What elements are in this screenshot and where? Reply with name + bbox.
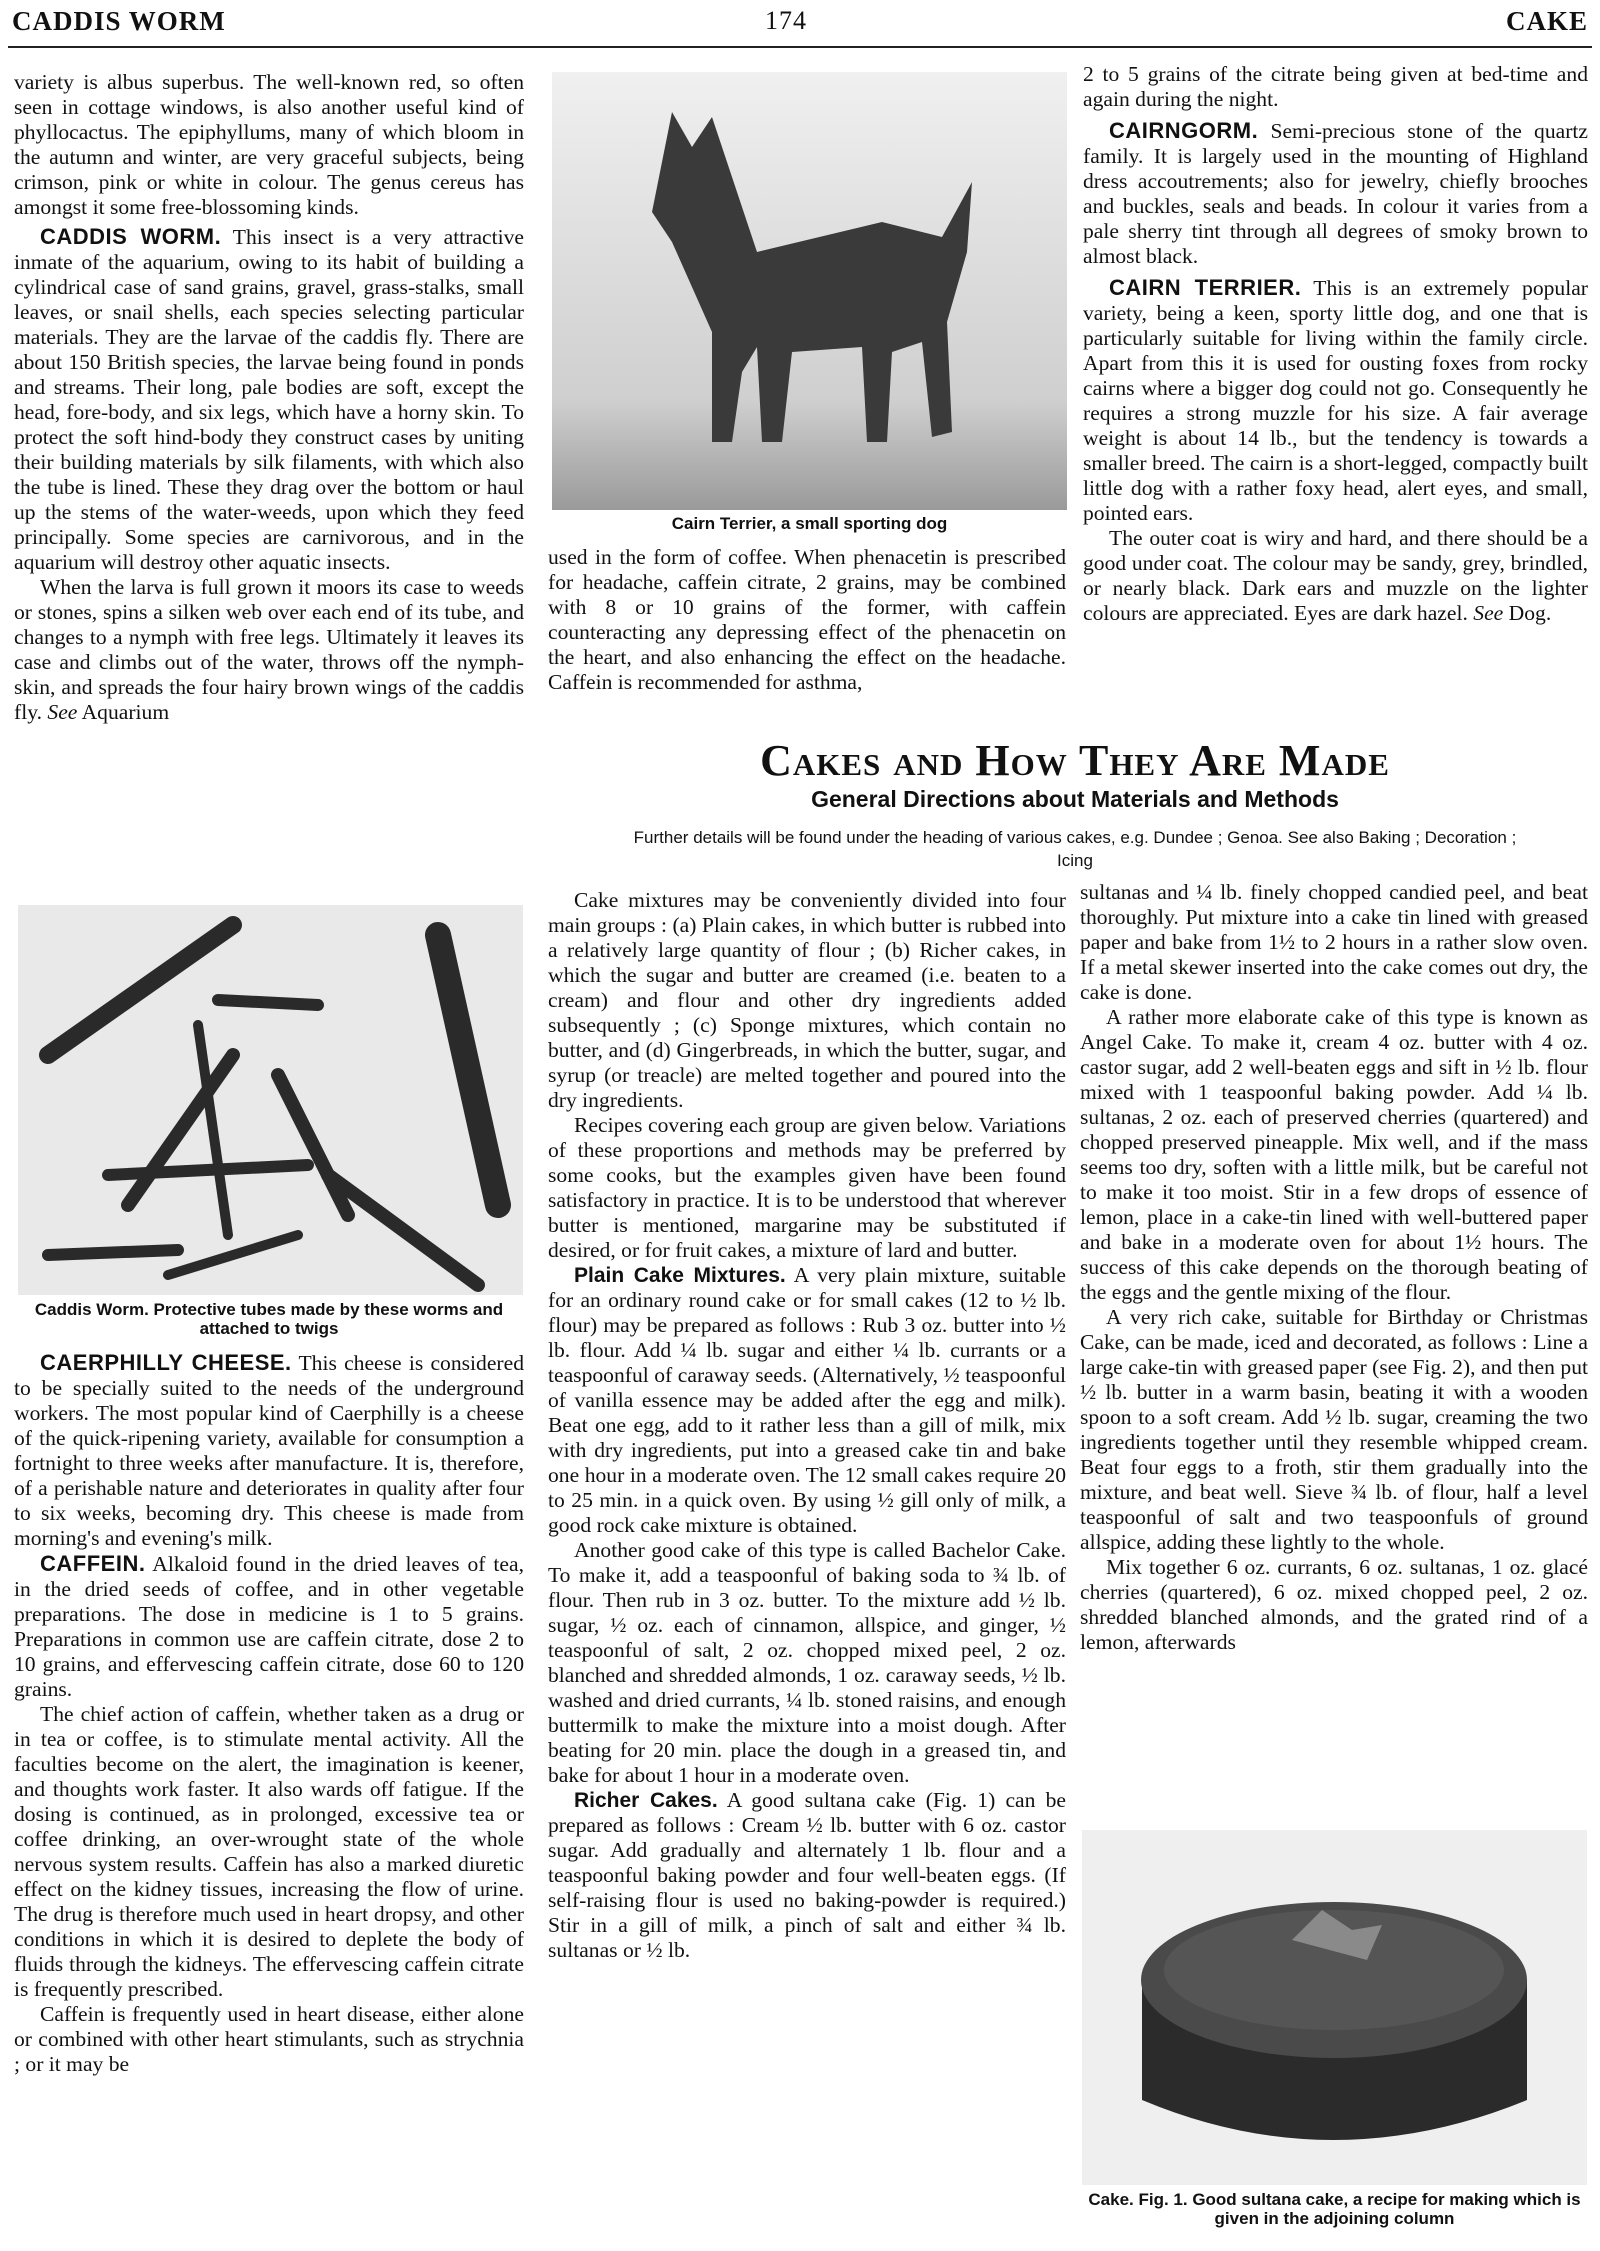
entry-text: This cheese is considered to be specially suited to the needs of the underground workers. The most popular kind of Caerphilly is a cheese of the quick-ripening variety, available for consumption a fortnight to three weeks after manufacture. It is, therefore, of a perishable nature and deteriorates in quality after four to six weeks, becoming dry. This cheese is made from morning's and evening's milk. [14, 1351, 524, 1550]
section-term: Plain Cake Mixtures. [574, 1264, 786, 1287]
left-column-top [14, 70, 524, 725]
entry-cairn-terrier [1083, 275, 1588, 526]
entry-term: CAIRN TERRIER. [1109, 275, 1302, 300]
section-text: A very plain mixture, suitable for an ordinary round cake or for small cakes (12 to ½ lb. flour) may be prepared as follows : Rub 3 oz. butter into ½ lb. flour. Add ¼ lb. sugar and either ¼ lb. currants or a teaspoonful of caraway seeds. (Alternatively, ½ teaspoonful of vanilla essence may be added after the egg and milk). Beat one egg, add to it rather less than a gill of milk, mix with dry ingredients, put into a greased cake tin and bake one hour in a moderate oven. The 12 small cakes require 20 to 25 min. in a quick oven. By using ½ gill only of milk, a good rock cake mixture is obtained. [548, 1263, 1066, 1537]
running-head-left: CADDIS WORM [12, 6, 226, 36]
page-number: 174 [765, 6, 807, 35]
article-note: Further details will be found under the heading of various cakes, e.g. Dundee ; Genoa. See also Baking ; Decoration ; Icing [633, 828, 1517, 870]
cross-reference[interactable]: Aquarium [81, 700, 170, 724]
paragraph: variety is albus superbus. The well-known red, so often seen in cottage windows, is also another useful kind of phyllocactus. The epiphyllums, many of which bloom in the autumn and winter, are very graceful subjects, being crimson, pink or white in colour. The genus cereus has amongst it some free-blossoming kinds. [14, 70, 524, 219]
section-term: Richer Cakes. [574, 1789, 718, 1812]
middle-column-top [548, 545, 1066, 695]
paragraph: 2 to 5 grains of the citrate being given at bed-time and again during the night. [1083, 62, 1588, 111]
sultana-cake-photo [1082, 1830, 1587, 2185]
right-column-top [1083, 62, 1588, 626]
paragraph: Cake mixtures may be conveniently divided into four main groups : (a) Plain cakes, in which butter is rubbed into a relatively large quantity of flour ; (b) Richer cakes, in which the sugar and butter are creamed (i.e. beaten to a cream) and flour and other dry ingredients added subsequently ; (c) Sponge mixtures, which contain no butter, and (d) Gingerbreads, in which the butter, sugar, and syrup (or treacle) are melted together and poured into the dry ingredients. [548, 888, 1066, 1112]
caddis-figure-caption: Caddis Worm. Protective tubes made by these worms and attached to twigs [34, 1300, 504, 1338]
article-title: Cakes and How They Are Made [760, 736, 1390, 785]
entry-term: CAFFEIN. [40, 1551, 146, 1576]
caddis-tubes-illustration [18, 905, 523, 1295]
entry-text: Semi-precious stone of the quartz family. It is largely used in the mounting of Highland dress accoutrements; also for jewelry, chiefly brooches and buckles, seals and beads. In colour it varies from a pale sherry tint through all degrees of smoky brown to almost black. [1083, 119, 1588, 268]
entry-term: CAIRNGORM. [1109, 118, 1259, 143]
paragraph [1083, 526, 1588, 626]
entry-text: This insect is a very attractive inmate of the aquarium, owing to its habit of building a cylindrical case of sand grains, gravel, grass-stalks, small leaves, or snail shells, each species selecting particular materials. They are the larvae of the caddis fly. There are about 150 British species, the larvae being found in ponds and streams. Their long, pale bodies are soft, except the head, fore-body, and six legs, which have a horny skin. To protect the soft hind-body they construct cases by uniting their building materials by silk filaments, with which also the tube is lined. These they drag over the bottom or haul up the stems of the water-weeds, upon which they feed principally. Some species are carnivorous, and in the aquarium will destroy other aquatic insects. [14, 225, 525, 574]
cross-reference[interactable]: Dog. [1508, 601, 1552, 625]
section-text: A good sultana cake (Fig. 1) can be prepared as follows : Cream ½ lb. butter with 6 oz. castor sugar. Add gradually and alternately 1 lb. flour and a teaspoonful baking powder and four well-beaten eggs. (If self-raising flour is used no baking-powder is required.) Stir in a gill of milk, a pinch of salt and either ¾ lb. sultanas or ½ lb. [548, 1788, 1066, 1962]
section-plain-cake [548, 1263, 1066, 1538]
entry-text: When the larva is full grown it moors its case to weeds or stones, spins a silken web over each end of its tube, and changes to a nymph with free legs. Ultimately it leaves its case and climbs out of the water, throws off the nymph-skin, and spreads the four hairy brown wings of the caddis fly. [14, 575, 524, 724]
entry-term: CADDIS WORM. [40, 224, 222, 249]
article-subtitle: General Directions about Materials and Methods [811, 786, 1339, 812]
sultana-cake-illustration [1082, 1830, 1587, 2185]
running-head-right: CAKE [1505, 6, 1588, 36]
see-label: See [47, 700, 78, 724]
header-rule [8, 46, 1592, 48]
paragraph: sultanas and ¼ lb. finely chopped candied peel, and beat thoroughly. Put mixture into a cake tin lined with greased paper and bake from 1½ to 2 hours in a rather slow oven. If a metal skewer inserted into the cake comes out dry, the cake is done. [1080, 880, 1588, 1004]
entry-text: Alkaloid found in the dried leaves of tea, in the dried seeds of coffee, and in other vegetable preparations. The dose in medicine is 1 to 5 grains. Preparations in common use are caffein citrate, dose 2 to 10 grains, and effervescing caffein citrate, dose 60 to 120 grains. [14, 1552, 524, 1701]
dog-figure-caption: Cairn Terrier, a small sporting dog [671, 514, 948, 533]
paragraph [14, 575, 524, 725]
paragraph: A rather more elaborate cake of this type is known as Angel Cake. To make it, cream 4 oz. butter with 4 oz. castor sugar, add 2 well-beaten eggs and sift in ½ lb. flour mixed with 1 teaspoonful baking powder. Add ¼ lb. sultanas, 2 oz. each of preserved cherries (quartered) and chopped preserved pineapple. Mix well, and if the mass seems too dry, soften with a little milk, but be careful not to make it too moist. Stir in a few drops of essence of lemon, place in a cake-tin lined with well-buttered paper and bake in a moderate oven for about 1½ hours. The success of this cake depends on the thorough beating of the eggs and the gentle mixing of the flour. [1080, 1005, 1588, 1304]
paragraph: The chief action of caffein, whether taken as a drug or in tea or coffee, is to stimulate mental activity. All the faculties become on the alert, the imagination is keener, and thoughts work faster. It also wards off fatigue. If the dosing is continued, as in prolonged, excessive tea or coffee drinking, an over-wrought state of the whole nervous system results. Caffein has also a marked diuretic effect on the kidney tissues, increasing the flow of urine. The drug is therefore much used in heart dropsy, and other conditions in which it is desired to deplete the body of fluids through the kidneys. The effervescing caffein citrate is frequently prescribed. [14, 1702, 524, 2001]
paragraph: Recipes covering each group are given below. Variations of these proportions and methods may be preferred by some cooks, but the examples given have been found satisfactory in practice. It is to be understood that wherever butter is mentioned, margarine may be substituted if desired, or for fruit cakes, a mixture of lard and butter. [548, 1113, 1066, 1262]
middle-column [548, 888, 1066, 1963]
cairn-terrier-photo [552, 72, 1067, 510]
entry-text: This is an extremely popular variety, being a keen, sporty little dog, and one that is particularly suitable for living within the family circle. Apart from this it is used for ousting foxes from rocky cairns where a bigger dog could not go. Consequently he requires a strong muzzle for his size. A fair average weight is about 14 lb., but the tendency is towards a smaller breed. The cairn is a short-legged, compactly built little dog with a rather foxy head, alert eyes, and small, pointed ears. [1083, 276, 1588, 525]
entry-cairngorm [1083, 118, 1588, 269]
entry-text: The outer coat is wiry and hard, and there should be a good under coat. The colour may be sandy, grey, brindled, or nearly black. Dark ears and muzzle on the lighter colours are appreciated. Eyes are dark hazel. [1083, 526, 1588, 625]
cairn-terrier-illustration [552, 72, 1067, 510]
paragraph: used in the form of coffee. When phenacetin is prescribed for headache, caffein citrate, 2 grains, may be combined with 8 or 10 grains of the former, with caffein counteracting any depressing effect of the phenacetin on the heart, and also enhancing the effect on the headache. Caffein is recommended for asthma, [548, 545, 1066, 694]
section-richer-cakes [548, 1788, 1066, 1963]
entry-caddis-worm [14, 224, 524, 575]
paragraph: Mix together 6 oz. currants, 6 oz. sultanas, 1 oz. glacé cherries (quartered), 6 oz. mixed chopped peel, 2 oz. shredded blanched almonds, and the grated rind of a lemon, afterwards [1080, 1555, 1588, 1654]
left-column-bottom [14, 1350, 524, 2077]
entry-caffein [14, 1551, 524, 1702]
caddis-worm-photo [18, 905, 523, 1295]
paragraph: Another good cake of this type is called Bachelor Cake. To make it, add a teaspoonful of baking soda to ¾ lb. of flour. Then rub in 3 oz. butter. To the mixture add ½ lb. sugar, ½ oz. each of cinnamon, allspice, and ginger, ½ teaspoonful of salt, 2 oz. chopped mixed peel, 2 oz. blanched and shredded almonds, 1 oz. caraway seeds, ½ lb. washed and dried currants, ¼ lb. stoned raisins, and enough buttermilk to make the mixture into a moist dough. After beating for 20 min. place the dough in a greased tin, and bake for about 1 hour in a moderate oven. [548, 1538, 1066, 1787]
entry-term: CAERPHILLY CHEESE. [40, 1350, 292, 1375]
right-column [1080, 880, 1588, 1655]
paragraph: A very rich cake, suitable for Birthday or Christmas Cake, can be made, iced and decorated, as follows : Line a large cake-tin with greased paper (see Fig. 2), and then put ½ lb. butter in a warm basin, beating it with a wooden spoon to a soft cream. Add ½ lb. sugar, creaming the two ingredients together until they resemble whipped cream. Beat four eggs to a froth, stir them gradually into the mixture, and beat well. Sieve ¾ lb. of flour, half a level teaspoonful of salt and two teaspoonfuls of ground allspice, adding these lightly to the whole. [1080, 1305, 1588, 1554]
entry-caerphilly-cheese [14, 1350, 524, 1551]
paragraph: Caffein is frequently used in heart disease, either alone or combined with other heart stimulants, such as strychnia ; or it may be [14, 2002, 524, 2076]
see-label: See [1473, 601, 1504, 625]
cake-figure-caption: Cake. Fig. 1. Good sultana cake, a recipe for making which is given in the adjoining column [1088, 2190, 1581, 2228]
